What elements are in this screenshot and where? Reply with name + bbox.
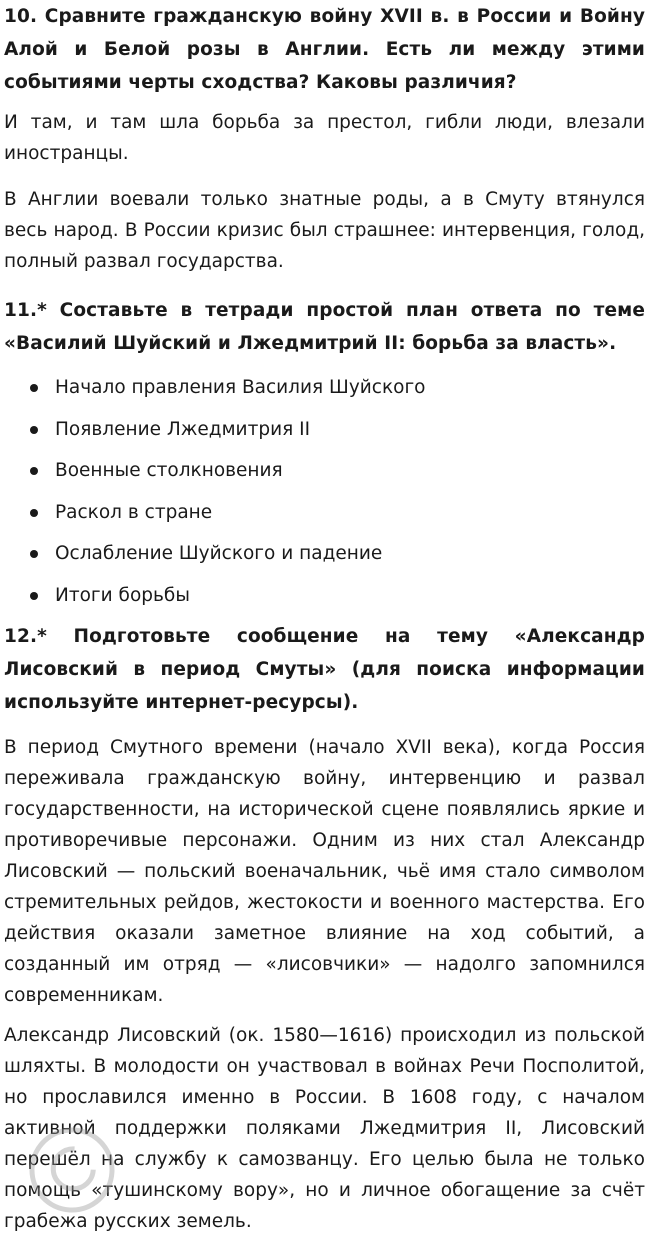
question-11-title: 11.* Составьте в тетради простой план ответа по теме «Василий Шуйский и Лжедмитрий II: борьба за власть».	[4, 300, 645, 354]
answer-10-paragraph-1: И там, и там шла борьба за престол, гибли люди, влезали иностранцы.	[4, 112, 645, 164]
plan-item: Ослабление Шуйского и падение	[0, 533, 649, 575]
bullet-icon	[30, 592, 38, 600]
question-12-title: 12.* Подготовьте сообщение на тему «Александр Лисовский в период Смуты» (для поиска информации используйте интернет-ресурсы).	[4, 626, 645, 713]
plan-item: Раскол в стране	[0, 492, 649, 534]
answer-12-paragraph-2: Александр Лисовский (ок. 1580—1616) происходил из польской шляхты. В молодости он участвовал в войнах Речи Посполитой, но прославился именно в России. В 1608 году, с началом активной поддержки поляками Лжедмитрия II, Лисовский перешёл на службу к самозванцу. Его целью была не только помощь «тушинскому вору», но и личное обогащение за счёт грабежа русских земель.	[4, 1025, 645, 1232]
plan-item: Начало правления Василия Шуйского	[0, 367, 649, 409]
plan-list	[0, 367, 649, 617]
bullet-icon	[30, 509, 38, 517]
answer-10-paragraph-2: В Англии воевали только знатные роды, а в Смуту втянулся весь народ. В России кризис был страшнее: интервенция, голод, полный развал государства.	[4, 189, 645, 272]
plan-item: Итоги борьбы	[0, 575, 649, 617]
plan-item: Военные столкновения	[0, 450, 649, 492]
question-10-title: 10. Сравните гражданскую войну XVII в. в России и Войну Алой и Белой розы в Англии. Есть ли между этими событиями черты сходства? Каковы различия?	[4, 6, 645, 93]
bullet-icon	[30, 426, 38, 434]
bullet-icon	[30, 467, 38, 475]
bullet-icon	[30, 550, 38, 558]
plan-item: Появление Лжедмитрия II	[0, 409, 649, 451]
bullet-icon	[30, 384, 38, 392]
answer-12-paragraph-1: В период Смутного времени (начало XVII века), когда Россия переживала гражданскую войну, интервенцию и развал государственности, на исторической сцене появлялись яркие и противоречивые персонажи. Одним из них стал Александр Лисовский — польский военачальник, чьё имя стало символом стремительных рейдов, жестокости и военного мастерства. Его действия оказали заметное влияние на ход событий, а созданный им отряд — «лисовчики» — надолго запомнился современникам.	[4, 737, 645, 1006]
